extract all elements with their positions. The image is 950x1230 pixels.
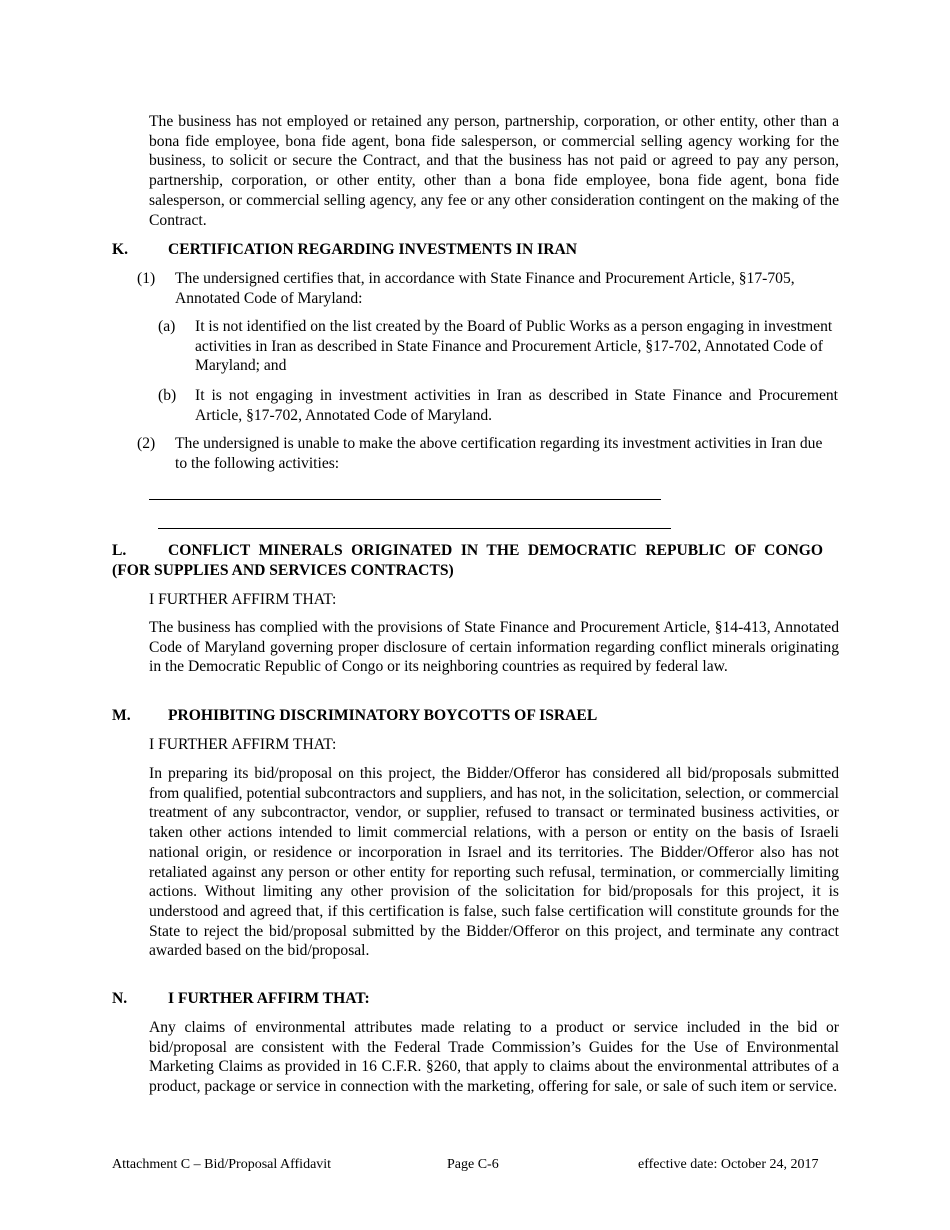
section-k-item2-text: The undersigned is unable to make the above certification regarding its investment activities in Iran due to the following activities:: [175, 435, 823, 472]
section-l-title: CONFLICT MINERALS ORIGINATED IN THE DEMOCRATIC REPUBLIC OF CONGO (FOR SUPPLIES AND SERVICES CONTRACTS): [112, 542, 823, 579]
section-k-item1b-text: It is not engaging in investment activities in Iran as described in State Finance and Procurement Article, §17-702, Annotated Code of Maryland.: [195, 387, 838, 424]
section-n-letter: N.: [112, 990, 128, 1007]
section-k-item1b-number: (b): [158, 387, 177, 404]
section-l-letter: L.: [112, 542, 127, 559]
footer-effective-date: effective date: October 24, 2017: [638, 1157, 819, 1172]
footer-left: Attachment C – Bid/Proposal Affidavit: [112, 1157, 332, 1172]
section-k-item1a-text: It is not identified on the list created by the Board of Public Works as a person engaging in investment activities in Iran as described in State Finance and Procurement Article, §17-702, Annotated Code of Maryland; and: [195, 318, 833, 375]
section-m-letter: M.: [112, 707, 131, 724]
section-k-item2-number: (2): [137, 435, 156, 452]
section-k-item1a-number: (a): [158, 318, 176, 335]
footer-page-number: Page C-6: [447, 1157, 499, 1172]
section-n-text: Any claims of environmental attributes made relating to a product or service included in the bid or bid/proposal are consistent with the Federal Trade Commission’s Guides for the Use of Environmental Marketing Claims as provided in 16 C.F.R. §260, that apply to claims about the environmental attributes of a product, package or service in connection with the marketing, offering for sale, or sale of such item or service.: [149, 1019, 839, 1096]
intro-paragraph: The business has not employed or retained any person, partnership, corporation, or other entity, other than a bona fide employee, bona fide agent, bona fide salesperson, or commercial selling agency working for the business, to solicit or secure the Contract, and that the business has not paid or agreed to pay any person, partnership, corporation, or other entity, other than a bona fide employee, bona fide agent, bona fide salesperson, or commercial selling agency, any fee or any other consideration contingent on the making of the Contract.: [149, 113, 839, 229]
section-m-affirm: I FURTHER AFFIRM THAT:: [149, 736, 337, 753]
section-m-text: In preparing its bid/proposal on this project, the Bidder/Offeror has considered all bid/proposals submitted from qualified, potential subcontractors and suppliers, and has not, in the solicitation, selection, or commercial treatment of any subcontractor, vendor, or supplier, refused to transact or terminated business activities, or taken other actions intended to limit commercial relations, with a person or entity on the basis of Israeli national origin, or residence or incorporation in Israel and its territories. The Bidder/Offeror also has not retaliated against any person or other entity for reporting such refusal, termination, or commercially limiting actions. Without limiting any other provision of the solicitation for bid/proposals for this project, it is understood and agreed that, if this certification is false, such false certification will constitute grounds for the State to reject the bid/proposal submitted by the Bidder/Offeror on this project, and terminate any contract awarded based on the bid/proposal.: [149, 765, 839, 960]
blank-line-2[interactable]: [158, 528, 671, 529]
section-n-title: I FURTHER AFFIRM THAT:: [168, 990, 370, 1007]
section-l-affirm: I FURTHER AFFIRM THAT:: [149, 591, 337, 608]
section-k-item1-text: The undersigned certifies that, in accordance with State Finance and Procurement Article, §17-705, Annotated Code of Maryland:: [175, 270, 795, 307]
section-k-letter: K.: [112, 241, 129, 258]
section-k-title: CERTIFICATION REGARDING INVESTMENTS IN IRAN: [168, 241, 577, 258]
section-l-text: The business has complied with the provisions of State Finance and Procurement Article, §14-413, Annotated Code of Maryland governing proper disclosure of certain information regarding conflict minerals originating in the Democratic Republic of Congo or its neighboring countries as required by federal law.: [149, 619, 839, 676]
section-k-item1-number: (1): [137, 270, 156, 287]
section-l-heading: [112, 541, 823, 580]
section-m-title: PROHIBITING DISCRIMINATORY BOYCOTTS OF ISRAEL: [168, 707, 598, 724]
blank-line-1[interactable]: [149, 499, 661, 500]
